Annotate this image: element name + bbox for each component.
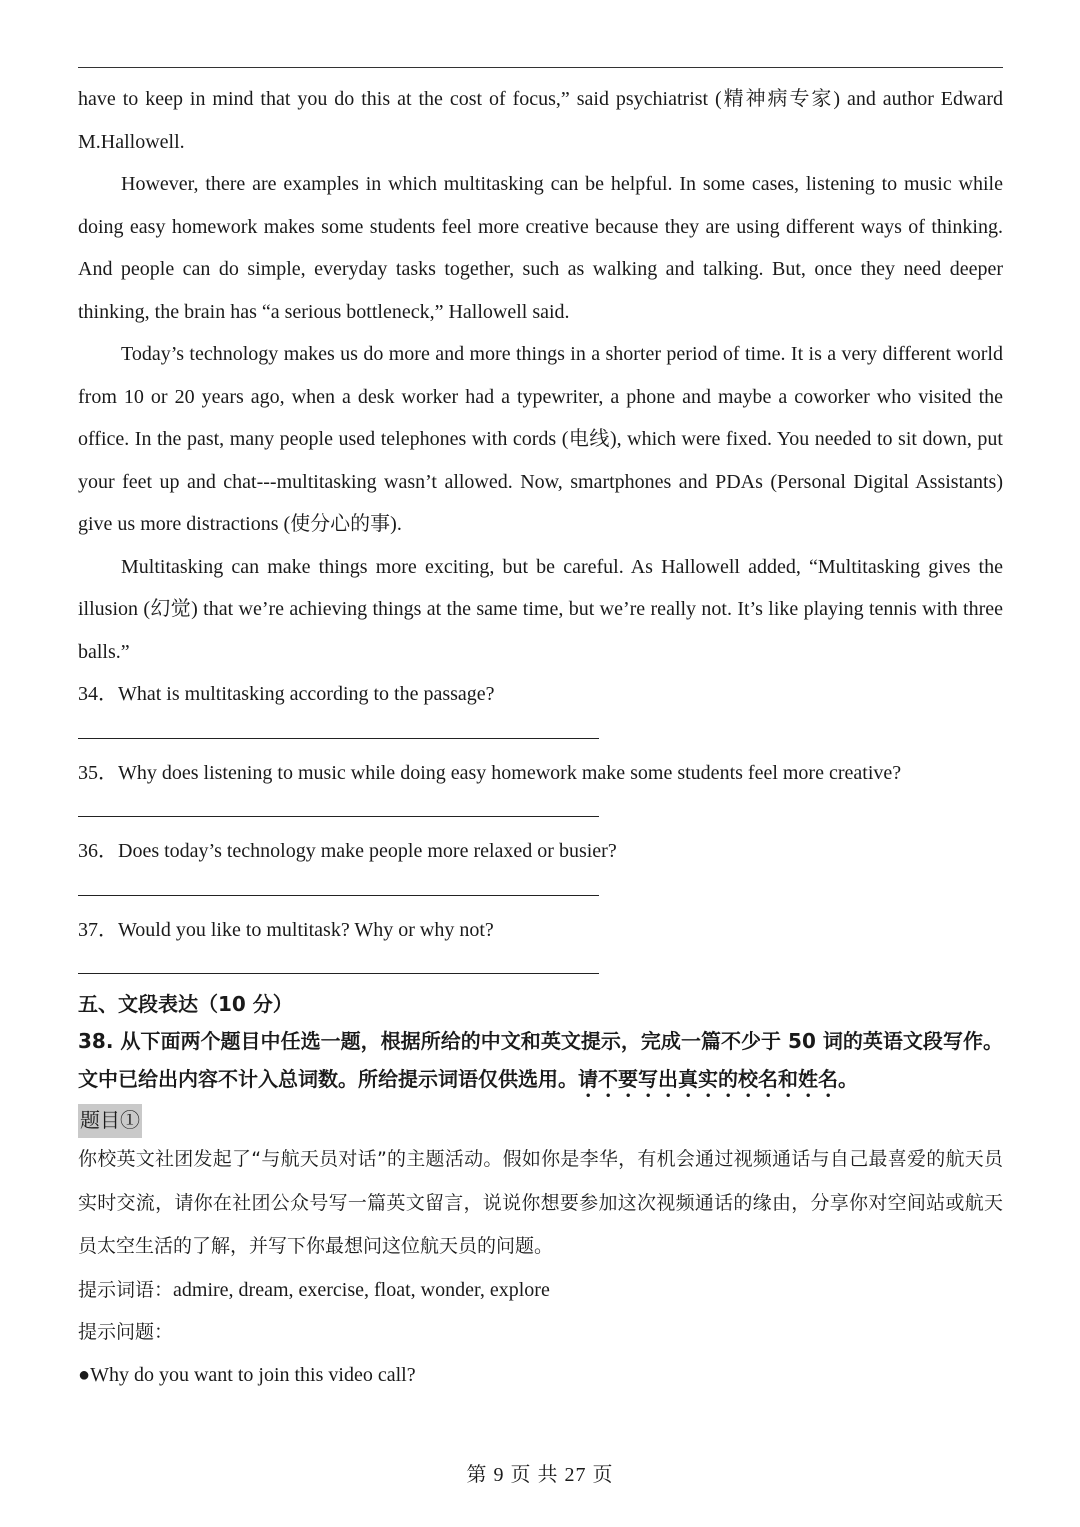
- instruction-dotted: 请不要写出真实的校名和姓名。: [578, 1067, 858, 1091]
- page-footer: 第 9 页 共 27 页: [466, 1464, 614, 1486]
- paragraph-technology: Today’s technology makes us do more and more things in a shorter period of time. It is a very different world from 10 or 20 years ago, when a desk worker had a typewriter, a phone and maybe a coworker who visited the office. In the past, many people used telephones with cords (电线), which were fixed. You needed to sit down, put your feet up and chat---multitasking wasn’t allowed. Now, smartphones and PDAs (Personal Digital Assistants) give us more distractions (使分心的事).: [78, 343, 1003, 535]
- hint-question-1: ●Why do you want to join this video call?: [78, 1363, 416, 1386]
- section-title: 五、文段表达（10 分）: [78, 992, 293, 1016]
- hint-words: admire, dream, exercise, float, wonder, explore: [173, 1278, 550, 1301]
- paragraph-conclusion: Multitasking can make things more exciting, but be careful. As Hallowell added, “Multitasking gives the illusion (幻觉) that we’re achieving things at the same time, but we’re really not. It’s like playing tennis with three balls.”: [78, 555, 1003, 663]
- hint-questions-label: 提示问题：: [78, 1321, 174, 1343]
- paragraph-however: However, there are examples in which multitasking can be helpful. In some cases, listening to music while doing easy homework makes some students feel more creative because they are using different ways of thinking. And people can do simple, everyday tasks together, such as walking and talking. But, once they need deeper thinking, the brain has “a serious bottleneck,” Hallowell said.: [78, 173, 1003, 323]
- page-content: [78, 78, 1003, 1396]
- paragraph-continued: have to keep in mind that you do this at the cost of focus,” said psychiatrist (精神病专家) and author Edward M.Hallowell.: [78, 88, 1003, 153]
- question-36: 36．Does today’s technology make people more relaxed or busier?: [78, 840, 617, 862]
- writing-instruction: [78, 1022, 1003, 1102]
- hint-words-label: 提示词语：: [78, 1278, 174, 1301]
- answer-line-37[interactable]: [78, 973, 599, 974]
- hint-words-row: [78, 1269, 1003, 1312]
- question-34: 34．What is multitasking according to the passage?: [78, 683, 495, 705]
- answer-line-34[interactable]: [78, 738, 599, 739]
- answer-line-36[interactable]: [78, 895, 599, 896]
- topic-label: 题目①: [78, 1104, 142, 1138]
- answer-line-35[interactable]: [78, 816, 599, 817]
- topic-label-row: [78, 1104, 1003, 1138]
- topic-description: 你校英文社团发起了“与航天员对话”的主题活动。假如你是李华，有机会通过视频通话与自己最喜爱的航天员实时交流，请你在社团公众号写一篇英文留言，说说你想要参加这次视频通话的缘由，分享你对空间站或航天员太空生活的了解，并写下你最想问这位航天员的问题。: [78, 1148, 1003, 1257]
- question-37: 37．Would you like to multitask? Why or why not?: [78, 918, 494, 941]
- hint-questions-row: [78, 1311, 1003, 1354]
- instruction-main: 38. 从下面两个题目中任选一题，根据所给的中文和英文提示，完成一篇不少于 50 词的英语文段写作。文中已给出内容不计入总词数。所给提示词语仅供选用。: [78, 1029, 1003, 1091]
- question-35: 35．Why does listening to music while doing easy homework make some students feel more creative?: [78, 761, 902, 784]
- top-rule: [78, 67, 1003, 68]
